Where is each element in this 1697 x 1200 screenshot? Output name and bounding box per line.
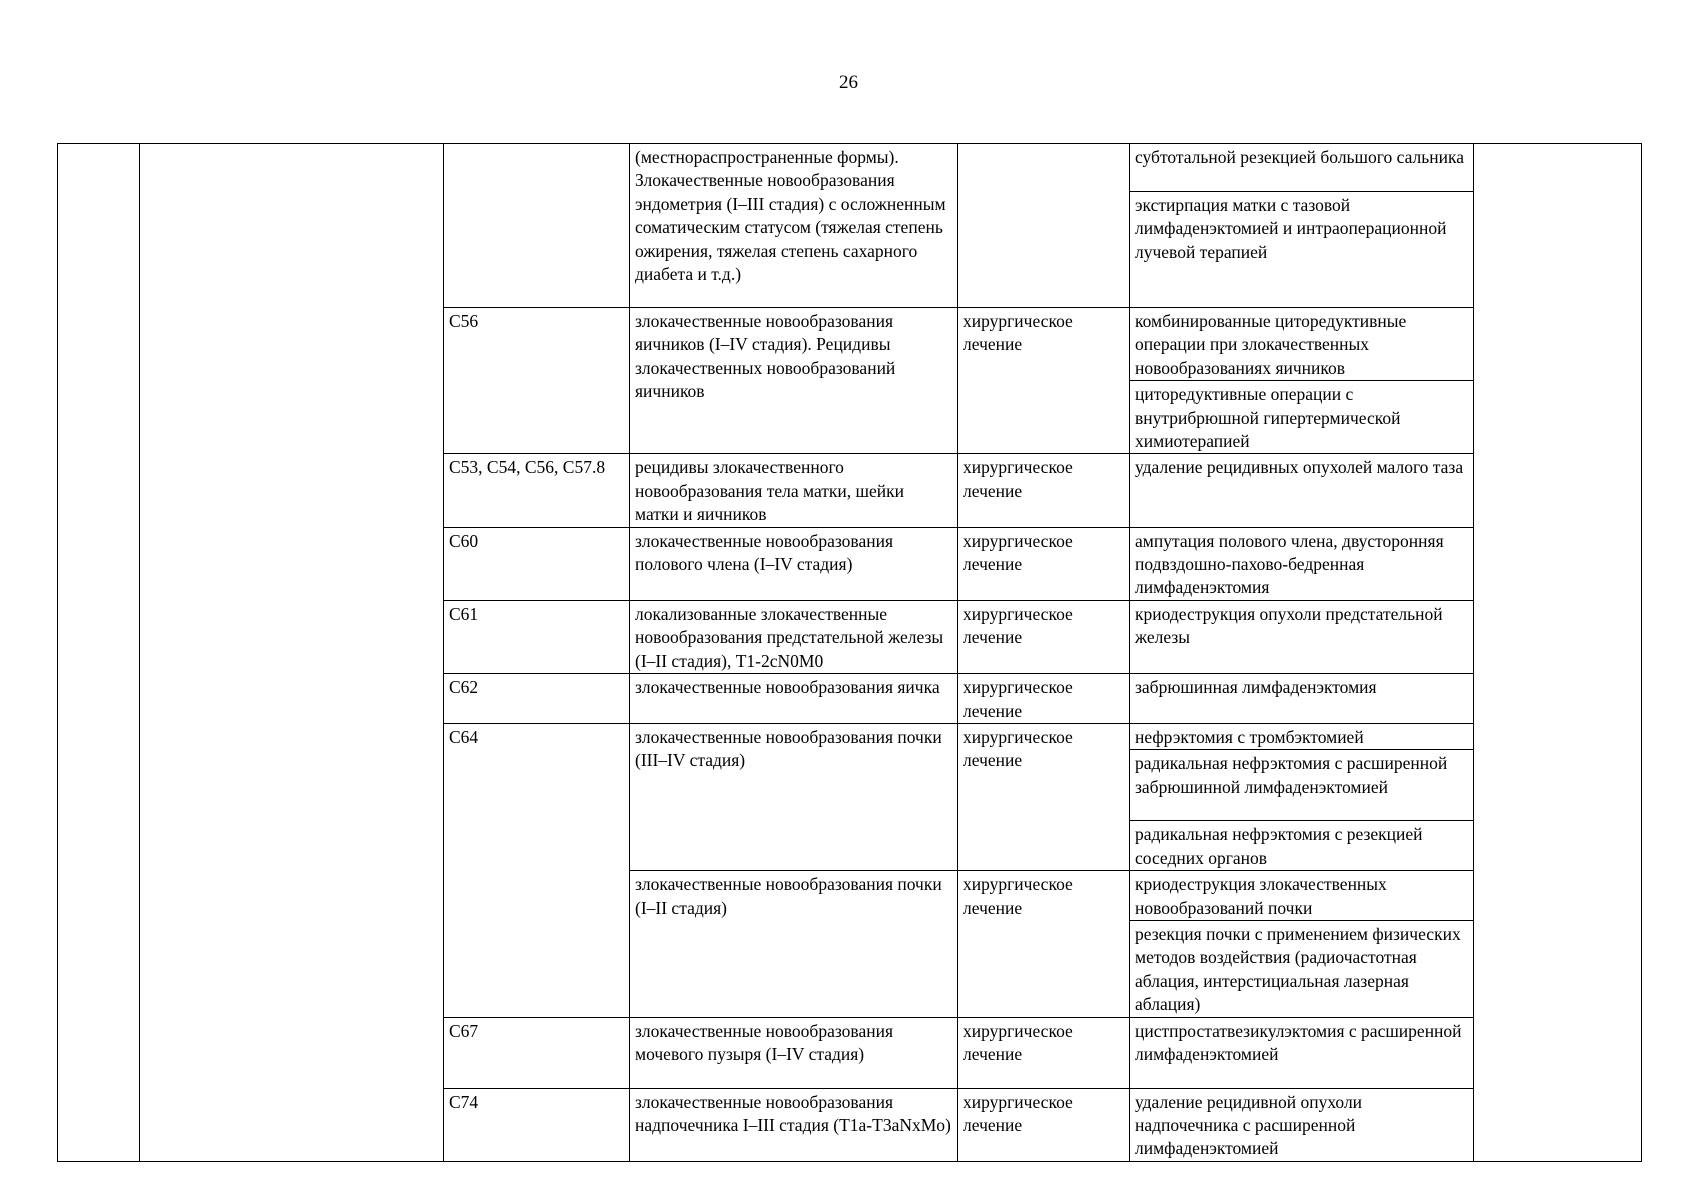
diagnosis-cell: локализованные злокачественные новообразования предстательной железы (I–II стадия), T1-2cN0M0 <box>630 600 958 673</box>
diagnosis-cell: злокачественные новообразования полового члена (I–IV стадия) <box>630 527 958 600</box>
number-cell <box>58 144 140 1162</box>
diagnosis-cell: рецидивы злокачественного новообразования тела матки, шейки матки и яичников <box>630 454 958 527</box>
treatment-method-cell: криодеструкция опухоли предстательной железы <box>1130 600 1474 673</box>
treatment-method-cell: комбинированные циторедуктивные операции при злокачественных новообразованиях яичников <box>1130 308 1474 381</box>
profile-cell <box>140 144 444 1162</box>
icd-code-cell: C61 <box>444 600 630 673</box>
treatment-method-cell: радикальная нефрэктомия с расширенной забрюшинной лимфаденэктомией <box>1130 750 1474 821</box>
treatment-type-cell: хирургическое лечение <box>958 308 1130 454</box>
diagnosis-cell: злокачественные новообразования почки (III–IV стадия) <box>630 723 958 870</box>
table-row <box>58 144 1642 192</box>
diagnosis-cell: злокачественные новообразования мочевого пузыря (I–IV стадия) <box>630 1017 958 1088</box>
cost-cell <box>1474 144 1642 1162</box>
treatment-method-cell: нефрэктомия с тромбэктомией <box>1130 723 1474 749</box>
icd-code-cell: C64 <box>444 723 630 1017</box>
treatment-method-cell: резекция почки с применением физических методов воздействия (радиочастотная аблация, интерстициальная лазерная аблация) <box>1130 920 1474 1017</box>
treatment-type-cell: хирургическое лечение <box>958 723 1130 870</box>
treatment-method-cell: радикальная нефрэктомия с резекцией соседних органов <box>1130 821 1474 871</box>
treatment-method-cell: забрюшинная лимфаденэктомия <box>1130 674 1474 724</box>
page-number: 26 <box>839 72 858 93</box>
treatment-method-cell: циторедуктивные операции с внутрибрюшной гипертермической химиотерапией <box>1130 381 1474 454</box>
diagnosis-cell: злокачественные новообразования яичка <box>630 674 958 724</box>
treatment-method-cell: экстирпация матки с тазовой лимфаденэктомией и интраоперационной лучевой терапией <box>1130 192 1474 308</box>
treatment-type-cell: хирургическое лечение <box>958 1088 1130 1161</box>
treatment-method-cell: ампутация полового члена, двусторонняя подвздошно-пахово-бедренная лимфаденэктомия <box>1130 527 1474 600</box>
treatment-method-cell: цистпростатвезикулэктомия с расширенной лимфаденэктомией <box>1130 1017 1474 1088</box>
icd-code-cell: C62 <box>444 674 630 724</box>
procedures-table <box>57 143 1642 1162</box>
diagnosis-cell: злокачественные новообразования надпочечника I–III стадия (T1a-T3aNxMo) <box>630 1088 958 1161</box>
treatment-type-cell <box>958 144 1130 308</box>
icd-code-cell: C74 <box>444 1088 630 1161</box>
treatment-type-cell: хирургическое лечение <box>958 1017 1130 1088</box>
treatment-method-cell: удаление рецидивных опухолей малого таза <box>1130 454 1474 527</box>
diagnosis-cell: злокачественные новообразования почки (I–II стадия) <box>630 871 958 1017</box>
diagnosis-cell: злокачественные новообразования яичников (I–IV стадия). Рецидивы злокачественных новообразований яичников <box>630 308 958 454</box>
treatment-method-cell: субтотальной резекцией большого сальника <box>1130 144 1474 192</box>
treatment-method-cell: удаление рецидивной опухоли надпочечника с расширенной лимфаденэктомией <box>1130 1088 1474 1161</box>
treatment-method-cell: криодеструкция злокачественных новообразований почки <box>1130 871 1474 921</box>
treatment-type-cell: хирургическое лечение <box>958 527 1130 600</box>
icd-code-cell <box>444 144 630 308</box>
treatment-type-cell: хирургическое лечение <box>958 600 1130 673</box>
diagnosis-cell: (местнораспространенные формы). Злокачественные новообразования эндометрия (I–III стадия) с осложненным соматическим статусом (тяжелая степень ожирения, тяжелая степень сахарного диабета и т.д.) <box>630 144 958 308</box>
treatment-type-cell: хирургическое лечение <box>958 674 1130 724</box>
icd-code-cell: C53, C54, C56, C57.8 <box>444 454 630 527</box>
icd-code-cell: C67 <box>444 1017 630 1088</box>
icd-code-cell: C56 <box>444 308 630 454</box>
treatment-type-cell: хирургическое лечение <box>958 871 1130 1017</box>
treatment-type-cell: хирургическое лечение <box>958 454 1130 527</box>
icd-code-cell: C60 <box>444 527 630 600</box>
